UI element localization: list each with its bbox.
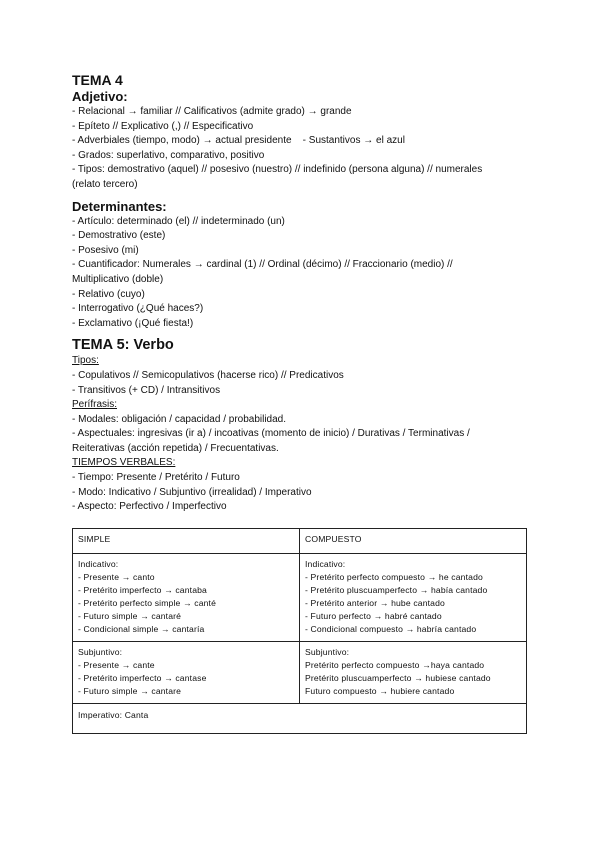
header-simple: SIMPLE [73, 528, 300, 553]
determinantes-line: - Posesivo (mi) [72, 244, 139, 256]
indicativo-simple-title: Indicativo: [78, 558, 119, 569]
perifrasis-line: - Aspectuales: ingresivas (ir a) / incoativas (momento de inicio) / Durativas / Terminativas / [72, 428, 470, 440]
list-item: - Pretérito perfecto simple → canté [78, 597, 217, 608]
tema5-title: TEMA 5: Verbo [72, 337, 174, 354]
adjetivo-line: - Grados: superlativo, comparativo, positivo [72, 149, 265, 161]
table-header-row [73, 528, 527, 553]
list-item: - Condicional simple → cantaría [78, 623, 205, 634]
tema4-title: TEMA 4 [72, 72, 123, 88]
cell-subjuntivo-simple [73, 641, 300, 703]
list-item: Futuro compuesto → hubiere cantado [305, 685, 455, 696]
cell-subjuntivo-compuesto [300, 641, 527, 703]
perifrasis-line: Reiterativas (acción repetida) / Frecuentativas. [72, 442, 279, 454]
determinantes-heading: Determinantes: [72, 198, 167, 214]
document-page [72, 72, 530, 734]
adjetivo-heading: Adjetivo: [72, 89, 128, 104]
cell-imperativo: Imperativo: Canta [73, 703, 527, 733]
determinantes-line: Multiplicativo (doble) [72, 273, 164, 285]
tipos-line: - Transitivos (+ CD) / Intransitivos [72, 384, 221, 396]
perifrasis-heading: Perífrasis: [72, 399, 118, 411]
tipos-heading: Tipos: [72, 355, 99, 367]
subjuntivo-simple-title: Subjuntivo: [78, 646, 123, 657]
perifrasis-line: - Modales: obligación / capacidad / probabilidad. [72, 413, 287, 425]
list-item: - Condicional compuesto → habría cantado [305, 623, 477, 634]
determinantes-line: - Artículo: determinado (el) // indeterminado (un) [72, 215, 285, 227]
adjetivo-line: - Relacional → familiar // Calificativos (admite grado) → grande [72, 106, 352, 117]
cell-indicativo-simple [73, 553, 300, 641]
table-row-imperativo [73, 703, 527, 733]
list-item: - Futuro simple → cantaré [78, 610, 182, 621]
determinantes-line: - Relativo (cuyo) [72, 288, 145, 300]
list-item: - Pretérito imperfecto → cantase [78, 672, 207, 683]
list-item: - Presente → cante [78, 659, 155, 670]
list-item: Pretérito perfecto compuesto →haya cantado [305, 659, 485, 670]
list-item: - Pretérito imperfecto → cantaba [78, 584, 207, 595]
tiempos-heading: TIEMPOS VERBALES: [72, 457, 176, 469]
list-item: - Pretérito anterior → hube cantado [305, 597, 445, 608]
tiempos-line: - Aspecto: Perfectivo / Imperfectivo [72, 501, 227, 513]
header-compuesto: COMPUESTO [300, 528, 527, 553]
list-item: - Pretérito pluscuamperfecto → había cantado [305, 584, 488, 595]
tipos-line: - Copulativos // Semicopulativos (hacerse rico) // Predicativos [72, 369, 344, 381]
adjetivo-line: - Epíteto // Explicativo (,) // Especificativo [72, 120, 254, 132]
determinantes-line: - Cuantificador: Numerales → cardinal (1) // Ordinal (décimo) // Fraccionario (medio) // [72, 259, 453, 271]
determinantes-line: - Exclamativo (¡Qué fiesta!) [72, 317, 194, 329]
list-item: - Pretérito perfecto compuesto → he cantado [305, 571, 483, 582]
determinantes-list [72, 215, 530, 332]
adjetivo-line: - Adverbiales (tiempo, modo) → actual presidente - Sustantivos → el azul [72, 135, 405, 147]
determinantes-line: - Demostrativo (este) [72, 230, 166, 242]
tiempos-line: - Tiempo: Presente / Pretérito / Futuro [72, 472, 240, 484]
tiempos-line: - Modo: Indicativo / Subjuntivo (irrealidad) / Imperativo [72, 486, 312, 498]
adjetivo-line: - Tipos: demostrativo (aquel) // posesivo (nuestro) // indefinido (persona alguna) // numerales [72, 164, 483, 176]
determinantes-line: - Interrogativo (¿Qué haces?) [72, 303, 204, 315]
cell-indicativo-compuesto [300, 553, 527, 641]
list-item: Pretérito pluscuamperfecto → hubiese cantado [305, 672, 491, 683]
adjetivo-list [72, 105, 530, 193]
subjuntivo-compuesto-title: Subjuntivo: [305, 646, 350, 657]
list-item: - Presente → canto [78, 571, 155, 582]
indicativo-compuesto-title: Indicativo: [305, 558, 346, 569]
table-row-subjuntivo [73, 641, 527, 703]
adjetivo-line: (relato tercero) [72, 178, 138, 190]
table-row-indicativo [73, 553, 527, 641]
tenses-table [72, 528, 527, 734]
list-item: - Futuro simple → cantare [78, 685, 182, 696]
list-item: - Futuro perfecto → habré cantado [305, 610, 442, 621]
